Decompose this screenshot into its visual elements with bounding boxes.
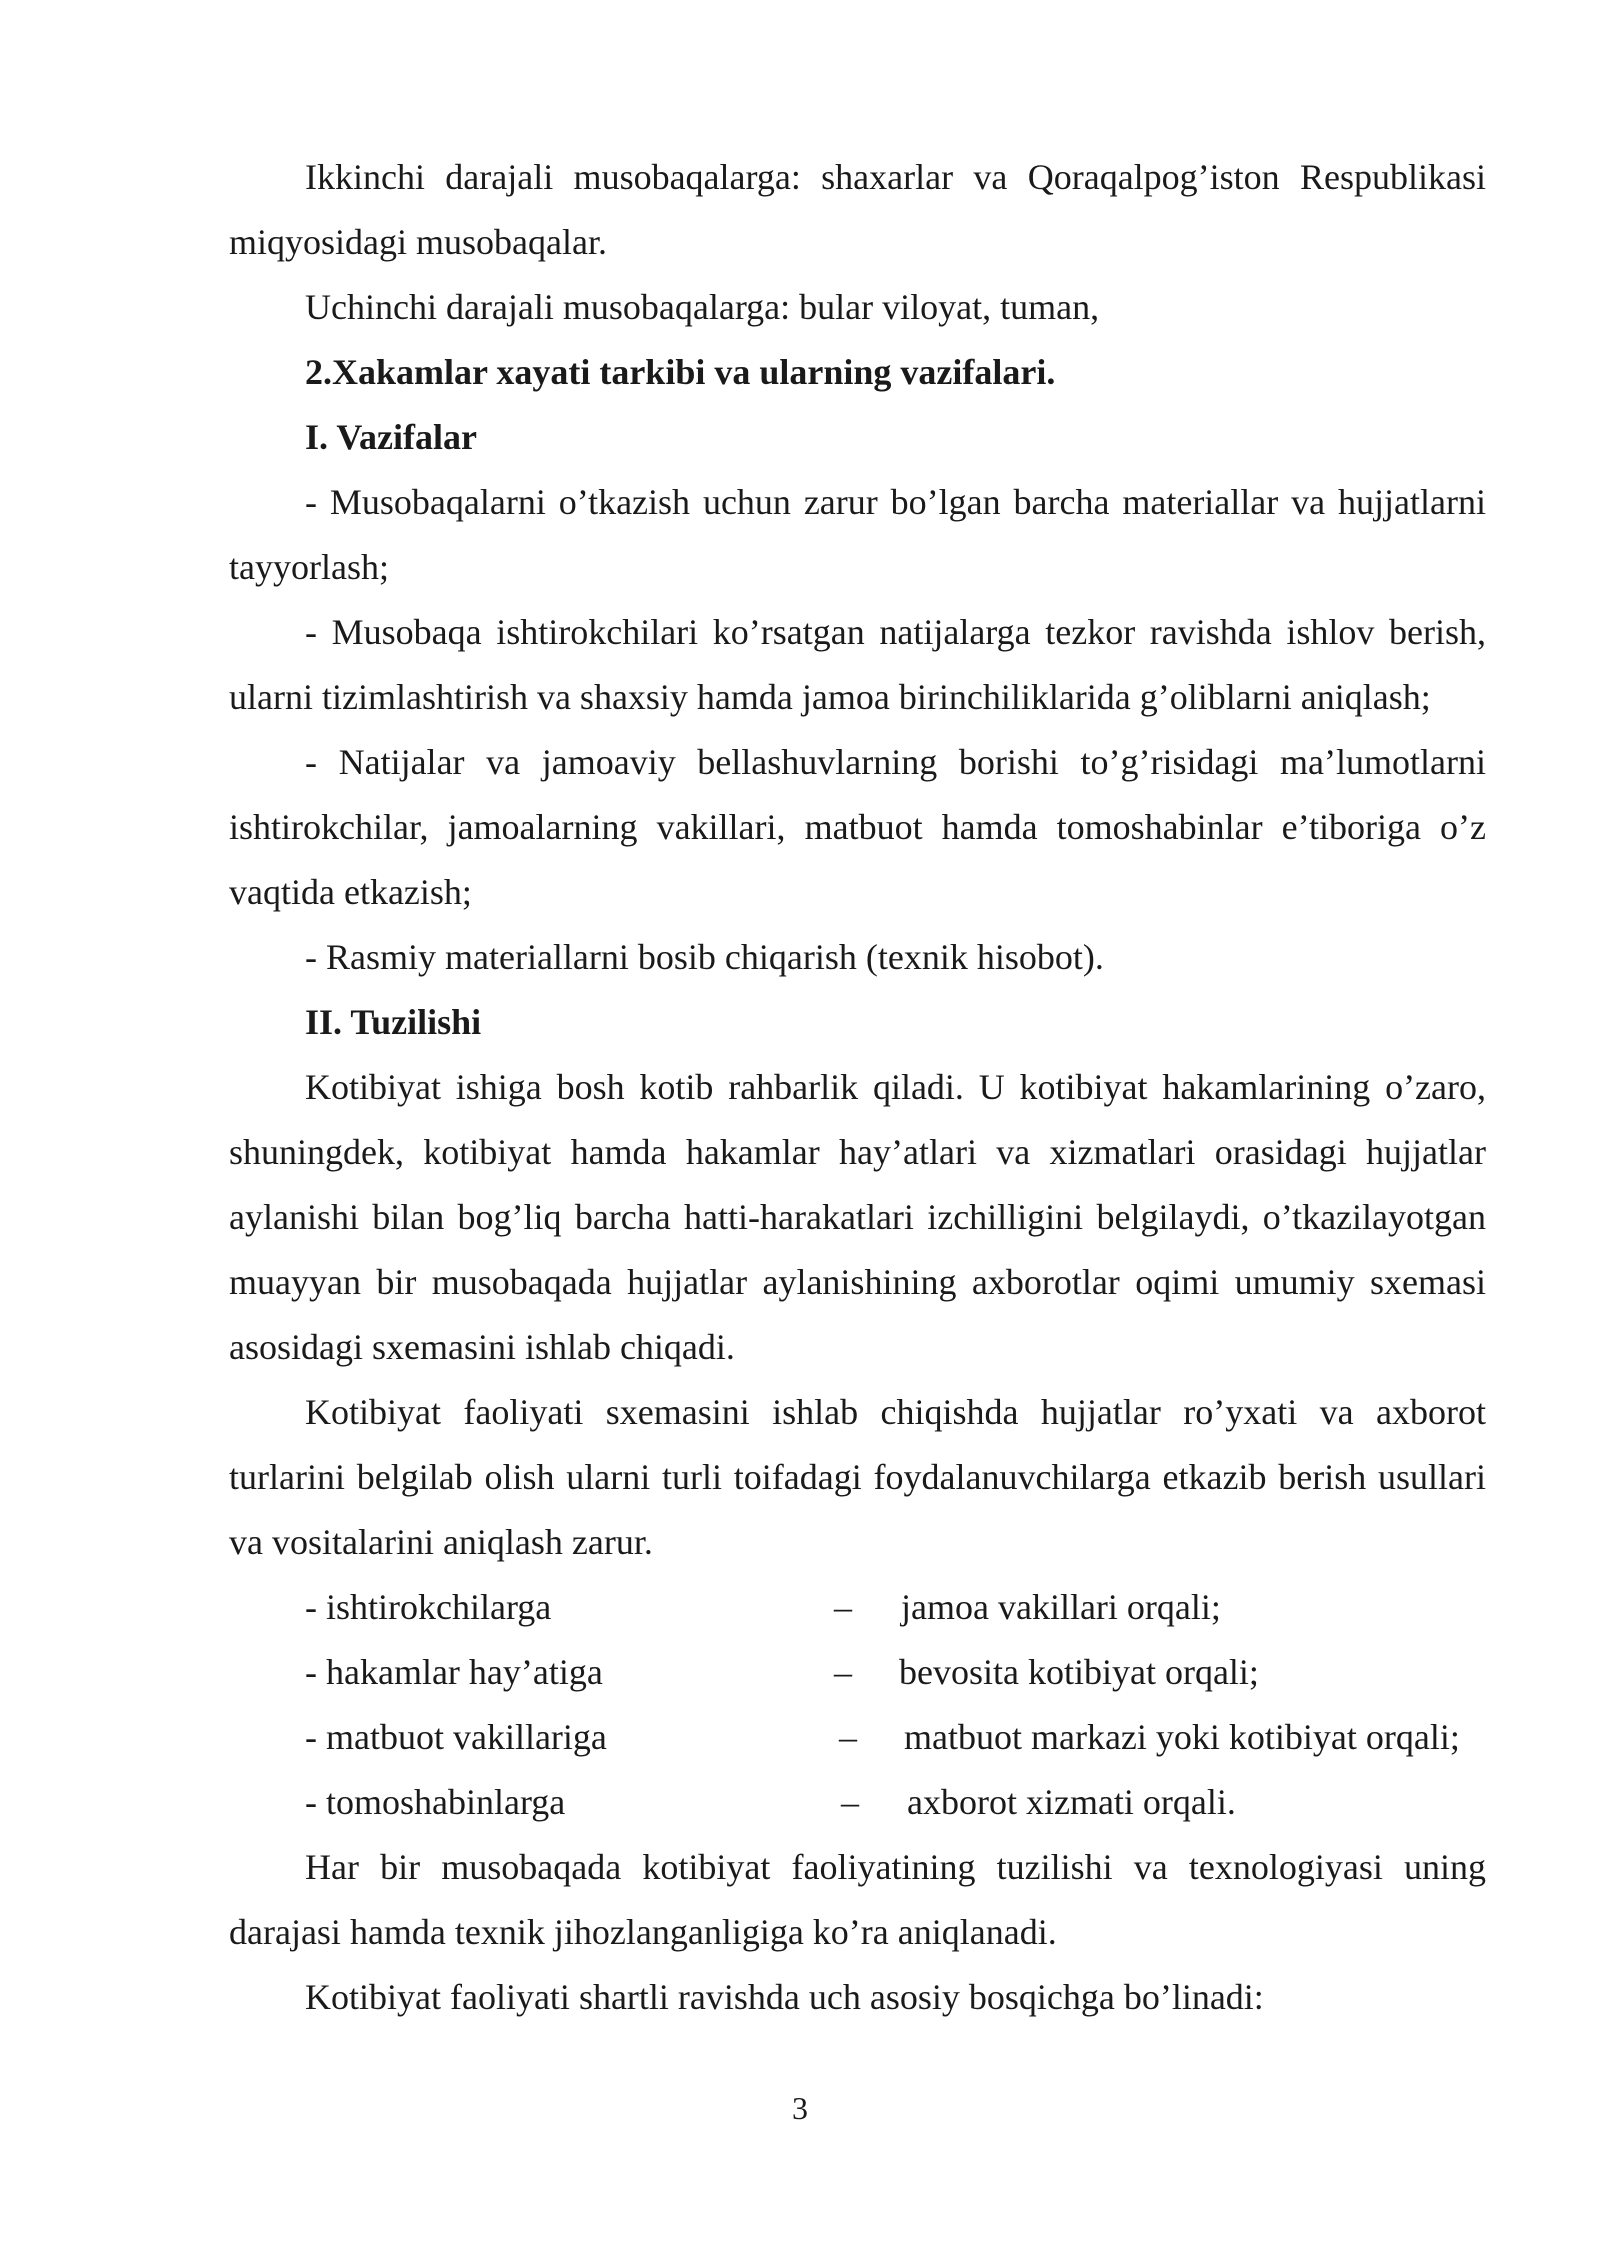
bullet-paragraph: - Natijalar va jamoaviy bellashuvlarning borishi to’g’risidagi ma’lumotlarni ishtirokchilar, jamoalarning vakillari, matbuot hamda tomoshabinlar e’tiboriga o’z vaqtida etkazish; — [229, 742, 1486, 912]
list-item — [229, 1575, 1486, 1640]
list-item-dash: – — [834, 1587, 852, 1627]
list-item — [229, 1770, 1486, 1835]
paragraph: Uchinchi darajali musobaqalarga: bular viloyat, tuman, — [305, 287, 1100, 327]
paragraph: Kotibiyat faoliyati sxemasini ishlab chiqishda hujjatlar ro’yxati va axborot turlarini belgilab olish ularni turli toifadagi foydalanuvchilarga etkazib berish usullari va vositalarini aniqlash zarur. — [229, 1392, 1486, 1562]
list-item-term: - tomoshabinlarga — [305, 1782, 566, 1822]
list-item-term: - hakamlar hay’atiga — [305, 1652, 603, 1692]
paragraph: Har bir musobaqada kotibiyat faoliyatining tuzilishi va texnologiyasi uning darajasi hamda texnik jihozlanganligiga ko’ra aniqlanadi. — [229, 1847, 1486, 1952]
list-item — [229, 1705, 1486, 1770]
list-item-desc: jamoa vakillari orqali; — [901, 1587, 1221, 1627]
list-item-dash: – — [834, 1652, 852, 1692]
list-item — [229, 1640, 1486, 1705]
bullet-paragraph: - Musobaqalarni o’tkazish uchun zarur bo’lgan barcha materiallar va hujjatlarni tayyorlash; — [229, 482, 1486, 587]
paragraph: Ikkinchi darajali musobaqalarga: shaxarlar va Qoraqalpog’iston Respublikasi miqyosidagi musobaqalar. — [229, 157, 1486, 262]
subsection-heading: I. Vazifalar — [305, 417, 478, 457]
document-page — [229, 145, 1486, 2030]
subsection-heading: II. Tuzilishi — [305, 1002, 482, 1042]
list-item-dash: – — [839, 1717, 857, 1757]
list-item-term: - matbuot vakillariga — [305, 1717, 607, 1757]
paragraph: Kotibiyat ishiga bosh kotib rahbarlik qiladi. U kotibiyat hakamlarining o’zaro, shuningdek, kotibiyat hamda hakamlar hay’atlari va xizmatlari orasidagi hujjatlar aylanishi bilan bog’liq barcha hatti-harakatlari izchilligini belgilaydi, o’tkazilayotgan muayyan bir musobaqada hujjatlar aylanishining axborotlar oqimi umumiy sxemasi asosidagi sxemasini ishlab chiqadi. — [229, 1067, 1486, 1367]
bullet-paragraph: - Musobaqa ishtirokchilari ko’rsatgan natijalarga tezkor ravishda ishlov berish, ularni tizimlashtirish va shaxsiy hamda jamoa birinchiliklarida g’oliblarni aniqlash; — [229, 612, 1486, 717]
section-heading: 2.Xakamlar xayati tarkibi va ularning vazifalari. — [305, 352, 1056, 392]
list-item-desc: axborot xizmati orqali. — [907, 1782, 1236, 1822]
list-item-desc: bevosita kotibiyat orqali; — [899, 1652, 1259, 1692]
list-item-term: - ishtirokchilarga — [305, 1587, 552, 1627]
bullet-paragraph: - Rasmiy materiallarni bosib chiqarish (texnik hisobot). — [305, 937, 1104, 977]
page-number: 3 — [792, 2090, 808, 2126]
list-item-dash: – — [841, 1782, 859, 1822]
paragraph: Kotibiyat faoliyati shartli ravishda uch asosiy bosqichga bo’linadi: — [305, 1977, 1264, 2017]
distribution-list — [229, 1575, 1486, 1835]
list-item-desc: matbuot markazi yoki kotibiyat orqali; — [904, 1717, 1460, 1757]
